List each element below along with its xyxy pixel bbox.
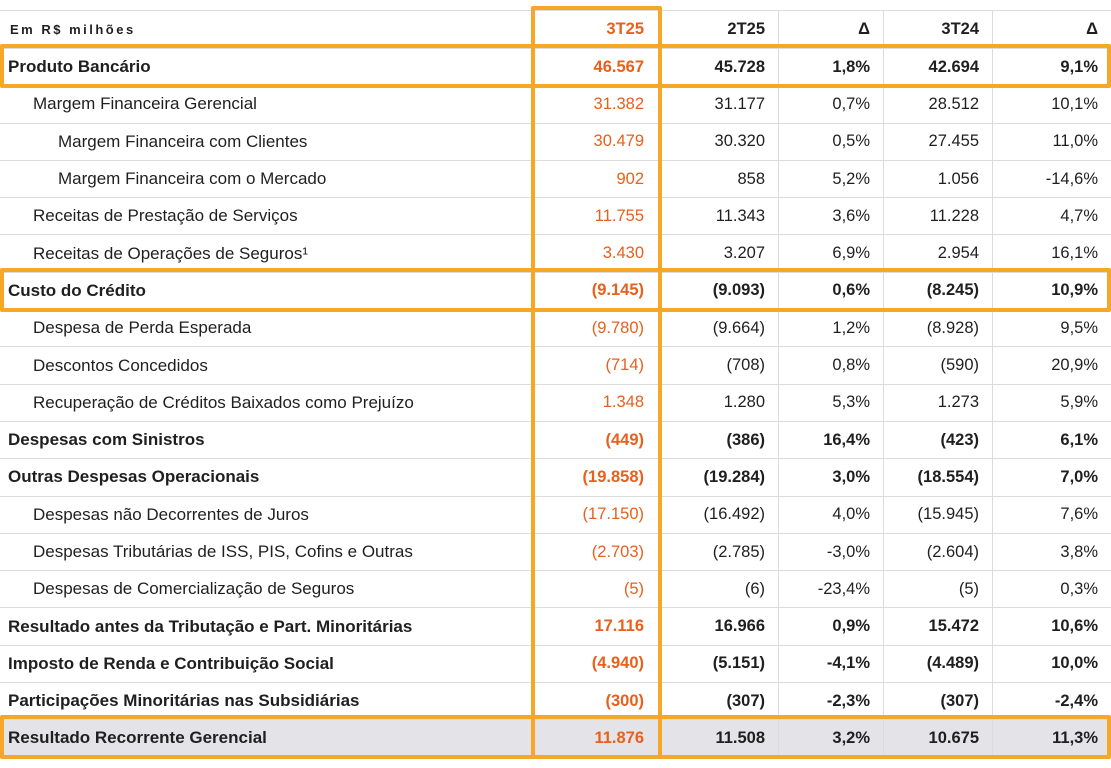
cell-3t25: 11.755 (533, 197, 660, 234)
cell-3t25: (714) (533, 346, 660, 383)
row-label: Outras Despesas Operacionais (0, 458, 533, 495)
unit-label: Em R$ milhões (0, 10, 533, 48)
cell-value: 16,4% (778, 421, 883, 458)
row-label: Despesas com Sinistros (0, 421, 533, 458)
cell-3t25: 30.479 (533, 123, 660, 160)
row-label: Imposto de Renda e Contribuição Social (0, 645, 533, 682)
cell-value: -14,6% (992, 160, 1111, 197)
row-label: Despesas Tributárias de ISS, PIS, Cofins e Outras (0, 533, 533, 570)
cell-value: (708) (660, 346, 778, 383)
cell-3t25: (2.703) (533, 533, 660, 570)
column-header-delta-yoy: Δ (992, 10, 1111, 48)
cell-value: (16.492) (660, 496, 778, 533)
row-label: Resultado Recorrente Gerencial (0, 719, 533, 756)
cell-3t25: 31.382 (533, 85, 660, 122)
cell-value: 30.320 (660, 123, 778, 160)
row-label: Participações Minoritárias nas Subsidiárias (0, 682, 533, 719)
cell-value: 9,1% (992, 48, 1111, 85)
cell-value: 4,0% (778, 496, 883, 533)
cell-value: 0,7% (778, 85, 883, 122)
cell-value: (2.785) (660, 533, 778, 570)
cell-value: 20,9% (992, 346, 1111, 383)
cell-value: 16.966 (660, 607, 778, 644)
cell-value: 10,6% (992, 607, 1111, 644)
cell-value: 1.280 (660, 384, 778, 421)
column-header-delta-qoq: Δ (778, 10, 883, 48)
cell-3t25: (9.145) (533, 272, 660, 309)
cell-value: 42.694 (883, 48, 992, 85)
cell-value: 3,0% (778, 458, 883, 495)
cell-value: 31.177 (660, 85, 778, 122)
row-label: Despesa de Perda Esperada (0, 309, 533, 346)
column-header-2t25: 2T25 (660, 10, 778, 48)
cell-value: 3,2% (778, 719, 883, 756)
cell-value: -2,3% (778, 682, 883, 719)
cell-value: 11.228 (883, 197, 992, 234)
row-label: Receitas de Prestação de Serviços (0, 197, 533, 234)
cell-value: (15.945) (883, 496, 992, 533)
cell-value: 3.207 (660, 234, 778, 271)
cell-value: 11.343 (660, 197, 778, 234)
cell-value: (8.245) (883, 272, 992, 309)
cell-value: 0,8% (778, 346, 883, 383)
column-header-3t25: 3T25 (533, 10, 660, 48)
cell-value: (590) (883, 346, 992, 383)
row-label: Despesas não Decorrentes de Juros (0, 496, 533, 533)
cell-value: (5.151) (660, 645, 778, 682)
cell-value: -2,4% (992, 682, 1111, 719)
row-label: Descontos Concedidos (0, 346, 533, 383)
cell-value: 1.273 (883, 384, 992, 421)
cell-value: (386) (660, 421, 778, 458)
cell-3t25: 17.116 (533, 607, 660, 644)
cell-value: 858 (660, 160, 778, 197)
cell-value: (18.554) (883, 458, 992, 495)
cell-3t25: (4.940) (533, 645, 660, 682)
cell-value: 0,9% (778, 607, 883, 644)
cell-3t25: (19.858) (533, 458, 660, 495)
cell-3t25: (449) (533, 421, 660, 458)
cell-value: 6,9% (778, 234, 883, 271)
cell-value: 1,8% (778, 48, 883, 85)
cell-value: 28.512 (883, 85, 992, 122)
cell-3t25: 3.430 (533, 234, 660, 271)
cell-value: -3,0% (778, 533, 883, 570)
cell-value: 1.056 (883, 160, 992, 197)
cell-3t25: (17.150) (533, 496, 660, 533)
row-label: Margem Financeira com o Mercado (0, 160, 533, 197)
cell-value: 10,1% (992, 85, 1111, 122)
cell-3t25: 1.348 (533, 384, 660, 421)
cell-value: 2.954 (883, 234, 992, 271)
row-label: Receitas de Operações de Seguros¹ (0, 234, 533, 271)
cell-value: 0,6% (778, 272, 883, 309)
cell-value: 5,2% (778, 160, 883, 197)
cell-value: (9.664) (660, 309, 778, 346)
cell-value: 11.508 (660, 719, 778, 756)
cell-value: 0,3% (992, 570, 1111, 607)
cell-value: (6) (660, 570, 778, 607)
cell-value: 1,2% (778, 309, 883, 346)
cell-value: 11,0% (992, 123, 1111, 160)
cell-3t25: (300) (533, 682, 660, 719)
cell-value: (19.284) (660, 458, 778, 495)
cell-value: 15.472 (883, 607, 992, 644)
cell-3t25: 11.876 (533, 719, 660, 756)
cell-value: 27.455 (883, 123, 992, 160)
cell-value: 16,1% (992, 234, 1111, 271)
row-label: Despesas de Comercialização de Seguros (0, 570, 533, 607)
cell-value: 4,7% (992, 197, 1111, 234)
cell-value: 7,6% (992, 496, 1111, 533)
cell-value: 11,3% (992, 719, 1111, 756)
cell-value: 5,9% (992, 384, 1111, 421)
row-label: Recuperação de Créditos Baixados como Prejuízo (0, 384, 533, 421)
cell-value: (423) (883, 421, 992, 458)
results-table (0, 10, 1111, 757)
cell-value: (9.093) (660, 272, 778, 309)
cell-value: 6,1% (992, 421, 1111, 458)
cell-value: 0,5% (778, 123, 883, 160)
cell-value: 9,5% (992, 309, 1111, 346)
cell-value: -23,4% (778, 570, 883, 607)
cell-3t25: (9.780) (533, 309, 660, 346)
row-label: Custo do Crédito (0, 272, 533, 309)
cell-value: (5) (883, 570, 992, 607)
cell-3t25: 46.567 (533, 48, 660, 85)
row-label: Resultado antes da Tributação e Part. Minoritárias (0, 607, 533, 644)
cell-3t25: (5) (533, 570, 660, 607)
cell-value: 10.675 (883, 719, 992, 756)
cell-value: (2.604) (883, 533, 992, 570)
cell-value: 10,9% (992, 272, 1111, 309)
cell-value: (4.489) (883, 645, 992, 682)
cell-value: (307) (883, 682, 992, 719)
cell-value: 45.728 (660, 48, 778, 85)
cell-value: (307) (660, 682, 778, 719)
cell-value: 10,0% (992, 645, 1111, 682)
cell-3t25: 902 (533, 160, 660, 197)
row-label: Margem Financeira com Clientes (0, 123, 533, 160)
cell-value: (8.928) (883, 309, 992, 346)
row-label: Margem Financeira Gerencial (0, 85, 533, 122)
cell-value: 3,8% (992, 533, 1111, 570)
cell-value: -4,1% (778, 645, 883, 682)
cell-value: 3,6% (778, 197, 883, 234)
row-label: Produto Bancário (0, 48, 533, 85)
cell-value: 5,3% (778, 384, 883, 421)
cell-value: 7,0% (992, 458, 1111, 495)
column-header-3t24: 3T24 (883, 10, 992, 48)
